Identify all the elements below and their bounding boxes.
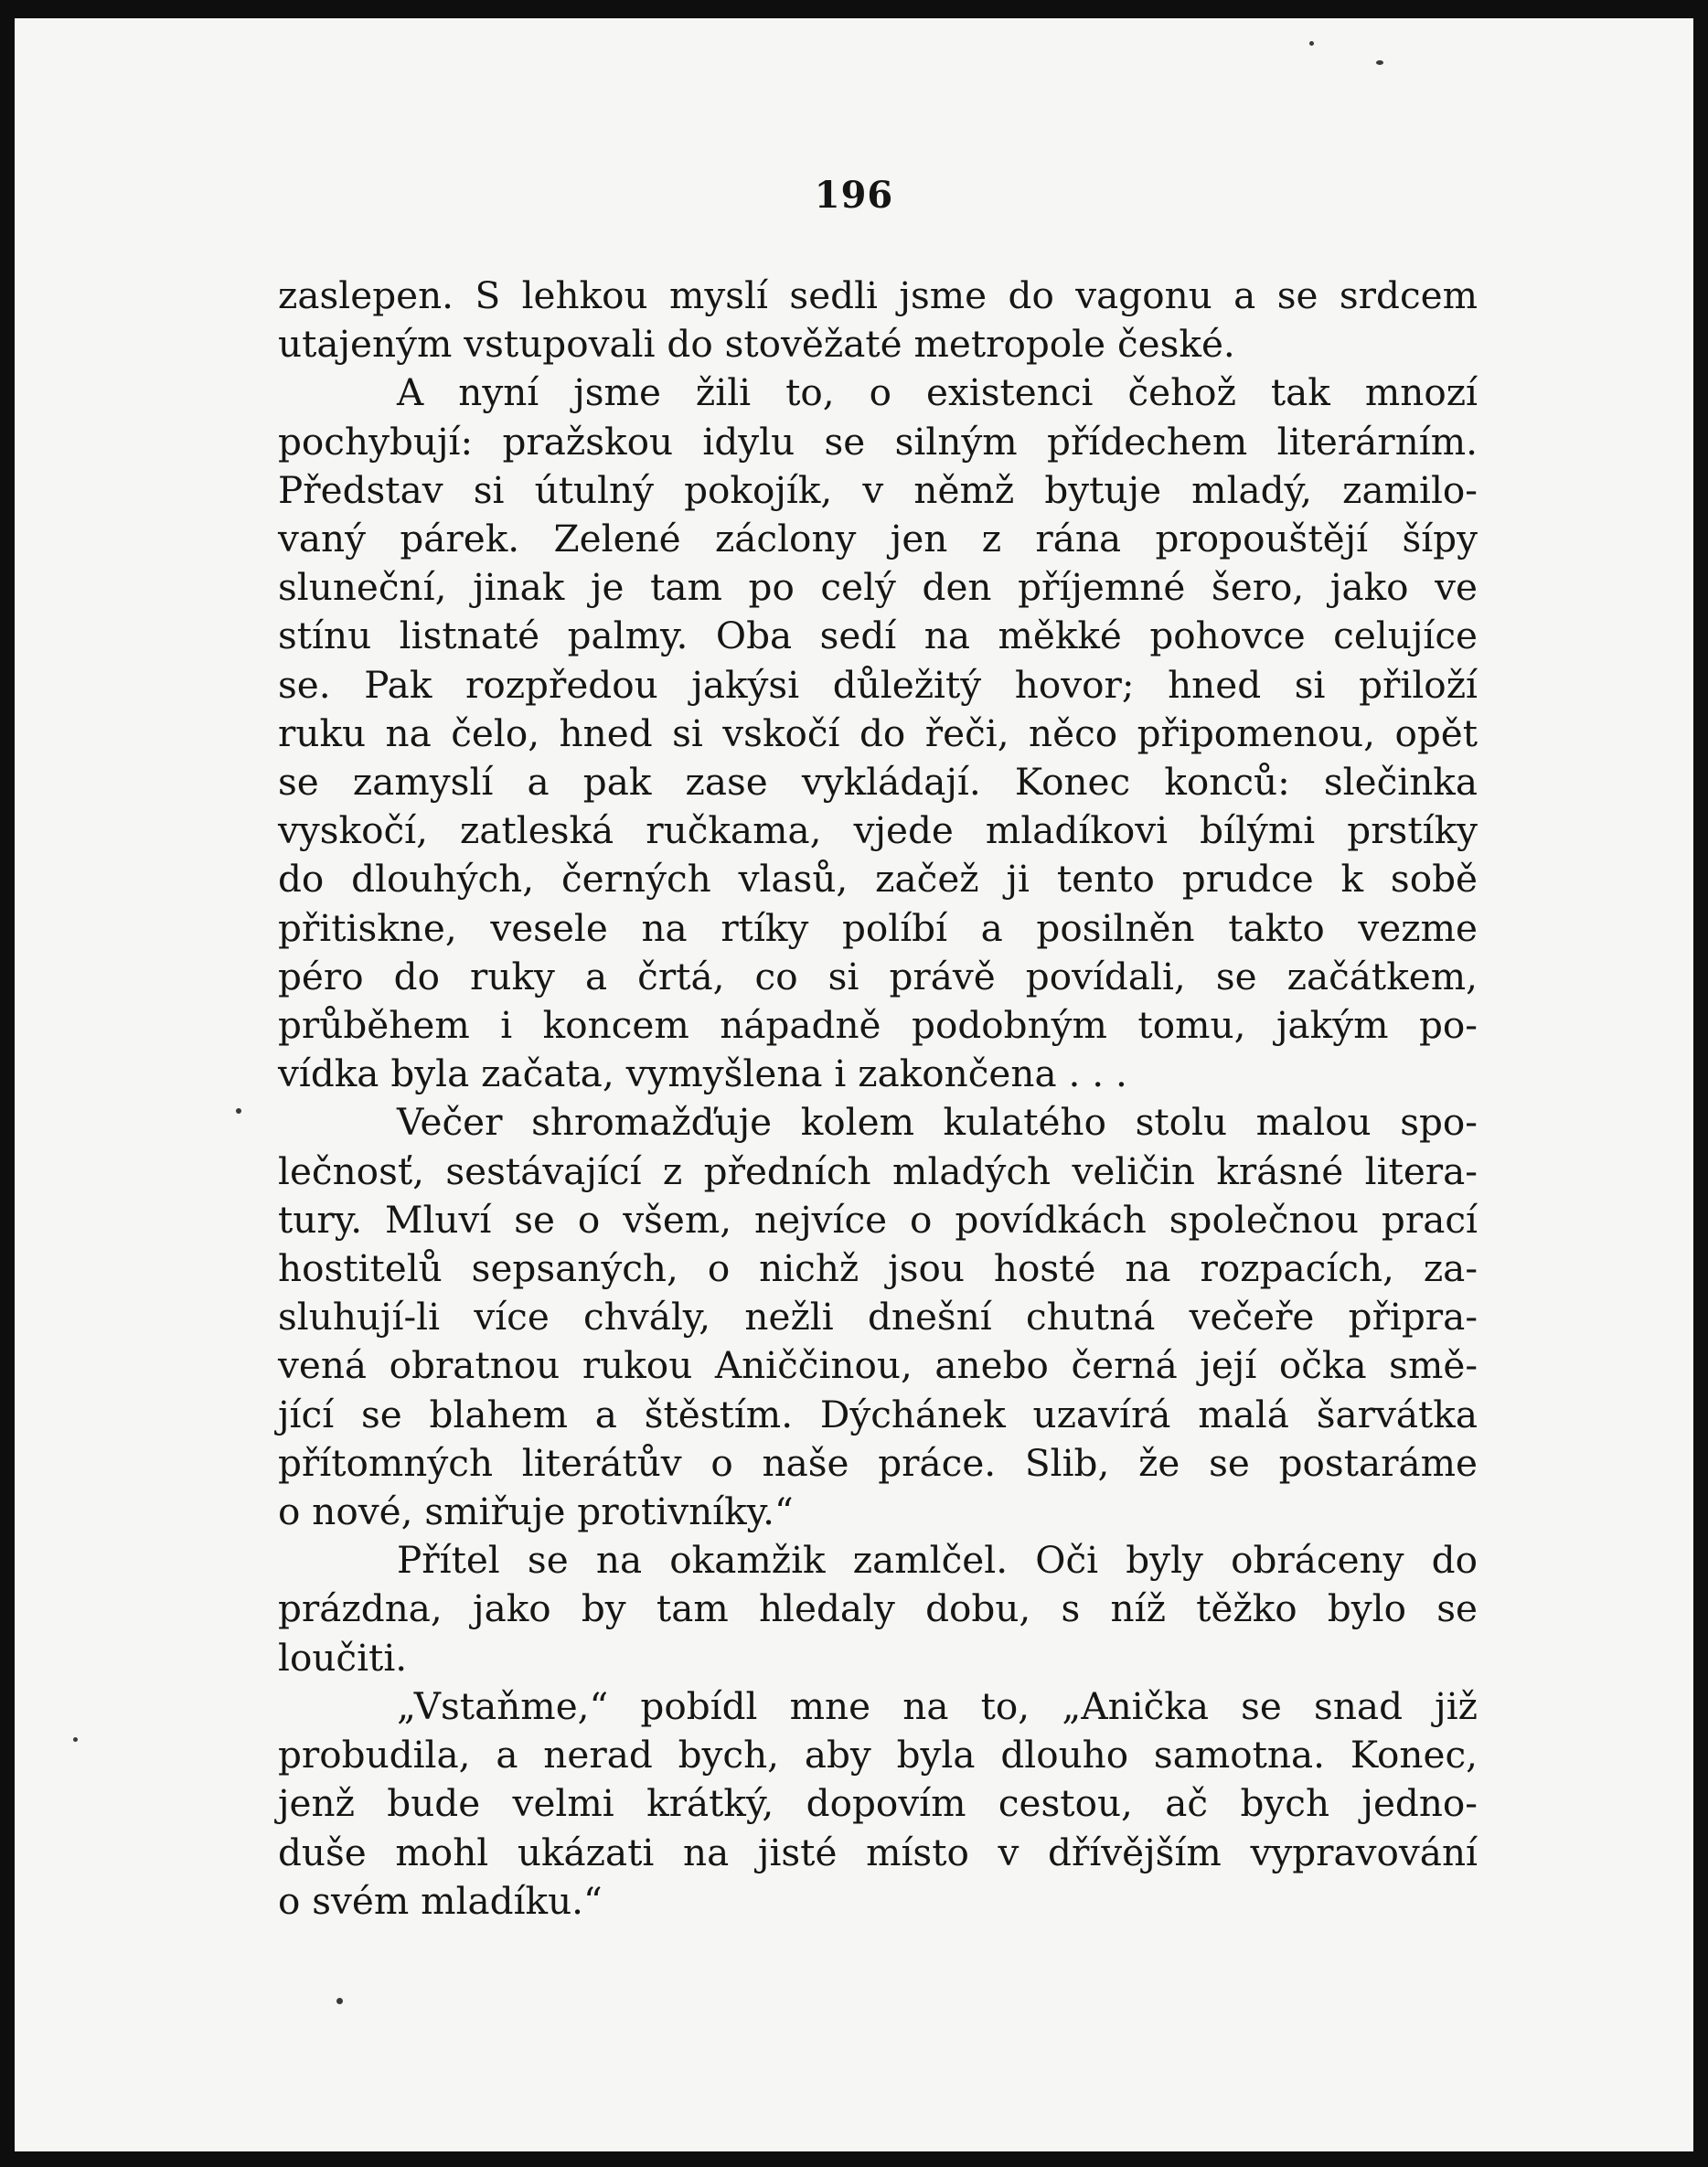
text-line: jící se blahem a štěstím. Dýchánek uzavírá malá šarvátka — [278, 1392, 1478, 1436]
text-line: ruku na čelo, hned si vskočí do řeči, něco připomenou, opět — [278, 710, 1478, 755]
scan-speck — [1376, 60, 1383, 65]
scan-speck — [1309, 41, 1314, 46]
page-number: 196 — [814, 174, 894, 217]
text-line: duše mohl ukázati na jisté místo v dřívějším vypravování — [278, 1830, 1478, 1874]
scan-speck — [236, 1108, 241, 1114]
text-line: vaný párek. Zelené záclony jen z rána propouštějí šípy — [278, 517, 1478, 561]
text-line: zaslepen. S lehkou myslí sedli jsme do vagonu a se srdcem — [278, 273, 1478, 317]
text-line: sluhují-li více chvály, nežli dnešní chutná večeře připra- — [278, 1295, 1478, 1340]
text-line: stínu listnaté palmy. Oba sedí na měkké pohovce celujíce — [278, 614, 1478, 658]
text-line: vídka byla začata, vymyšlena i zakončena . . . — [278, 1051, 1127, 1096]
text-line: se. Pak rozpředou jakýsi důležitý hovor; hned si přiloží — [278, 662, 1478, 707]
text-line: o svém mladíku.“ — [278, 1878, 603, 1923]
text-line: jenž bude velmi krátký, dopovím cestou, ač bych jedno- — [278, 1781, 1478, 1826]
text-line: o nové, smiřuje protivníky.“ — [278, 1489, 794, 1534]
text-line: vyskočí, zatleská ručkama, vjede mladíkovi bílými prstíky — [278, 808, 1478, 853]
text-line: do dlouhých, černých vlasů, začež ji tento prudce k sobě — [278, 857, 1478, 902]
text-line: přítomných literátův o naše práce. Slib, že se postaráme — [278, 1440, 1478, 1485]
text-line: hostitelů sepsaných, o nichž jsou hosté na rozpacích, za- — [278, 1246, 1478, 1291]
text-line: sluneční, jinak je tam po celý den příjemné šero, jako ve — [278, 565, 1478, 610]
text-line: loučiti. — [278, 1635, 408, 1680]
text-line: péro do ruky a črtá, co si právě povídali, se začátkem, — [278, 954, 1478, 998]
text-line: přitiskne, vesele na rtíky políbí a posilněn takto vezme — [278, 905, 1478, 950]
text-line: vená obratnou rukou Aniččinou, anebo černá její očka smě- — [278, 1343, 1478, 1388]
text-line: průběhem i koncem nápadně podobným tomu, jakým po- — [278, 1003, 1478, 1048]
text-line: Představ si útulný pokojík, v němž bytuje mladý, zamilo- — [278, 467, 1478, 512]
text-line: probudila, a nerad bych, aby byla dlouho samotna. Konec, — [278, 1733, 1478, 1777]
text-line: „Vstaňme,“ pobídl mne na to, „Anička se snad již — [397, 1683, 1478, 1728]
text-line: se zamyslí a pak zase vykládají. Konec konců: slečinka — [278, 760, 1478, 805]
text-line: tury. Mluví se o všem, nejvíce o povídkách společnou prací — [278, 1197, 1478, 1242]
text-line: pochybují: pražskou idylu se silným přídechem literárním. — [278, 419, 1478, 464]
scan-speck — [336, 1998, 343, 2004]
scan-speck — [73, 1737, 78, 1742]
text-line: Večer shromažďuje kolem kulatého stolu malou spo- — [397, 1100, 1478, 1145]
page-body-text — [278, 272, 1478, 1926]
text-line: A nyní jsme žili to, o existenci čehož tak mnozí — [397, 370, 1478, 415]
text-line: utajeným vstupovali do stověžaté metropole české. — [278, 322, 1235, 367]
text-line: prázdna, jako by tam hledaly dobu, s níž těžko bylo se — [278, 1586, 1478, 1631]
text-line: Přítel se na okamžik zamlčel. Oči byly obráceny do — [397, 1538, 1478, 1583]
text-line: lečnosť, sestávající z předních mladých veličin krásné litera- — [278, 1148, 1478, 1193]
